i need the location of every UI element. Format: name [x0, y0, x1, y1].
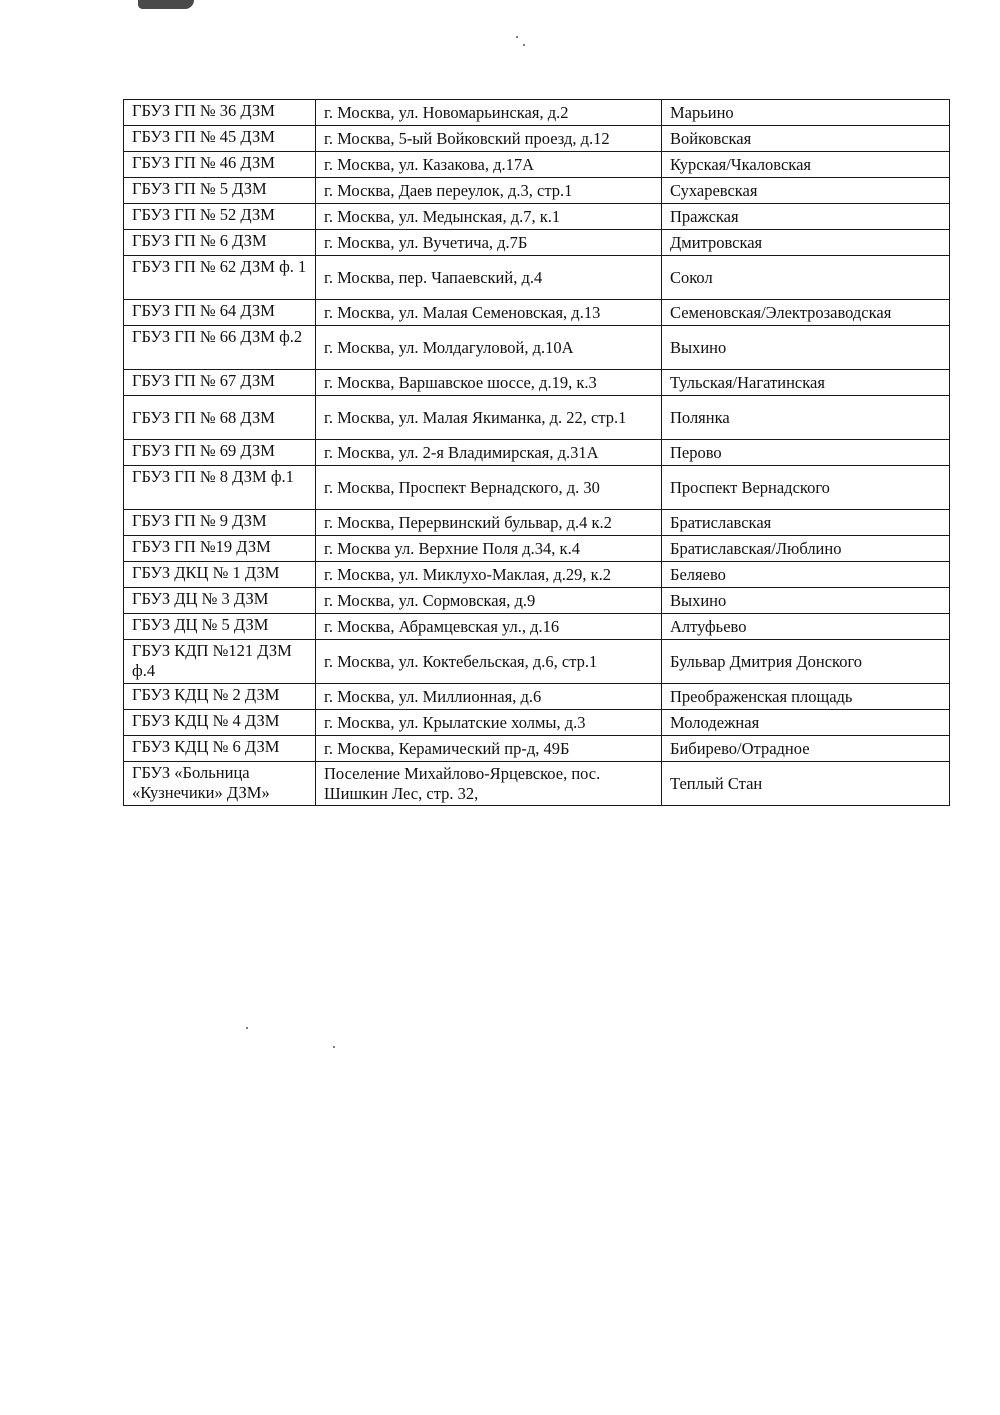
facility-name: ГБУЗ ГП № 46 ДЗМ: [124, 152, 316, 178]
table-row: [124, 762, 950, 806]
scan-artifact: [138, 0, 194, 9]
table-row: [124, 536, 950, 562]
table-row: [124, 588, 950, 614]
facility-name: ГБУЗ ДЦ № 3 ДЗМ: [124, 588, 316, 614]
facilities-table-body: [124, 100, 950, 806]
facility-address: г. Москва, ул. Малая Семеновская, д.13: [316, 300, 662, 326]
facility-address: г. Москва, ул. Миллионная, д.6: [316, 684, 662, 710]
facility-name: ГБУЗ ГП № 5 ДЗМ: [124, 178, 316, 204]
table-row: [124, 230, 950, 256]
facility-address: г. Москва, ул. Миклухо-Маклая, д.29, к.2: [316, 562, 662, 588]
metro-station: Братиславская/Люблино: [662, 536, 950, 562]
scan-speck: [516, 36, 518, 38]
facility-address: г. Москва, пер. Чапаевский, д.4: [316, 256, 662, 300]
facility-address: г. Москва, ул. Крылатские холмы, д.3: [316, 710, 662, 736]
facility-address: г. Москва, Перервинский бульвар, д.4 к.2: [316, 510, 662, 536]
facility-address: г. Москва, Даев переулок, д.3, стр.1: [316, 178, 662, 204]
facility-name: ГБУЗ ГП №19 ДЗМ: [124, 536, 316, 562]
facility-address: г. Москва, ул. Новомарьинская, д.2: [316, 100, 662, 126]
metro-station: Братиславская: [662, 510, 950, 536]
metro-station: Теплый Стан: [662, 762, 950, 806]
table-row: [124, 640, 950, 684]
facility-name: ГБУЗ ГП № 6 ДЗМ: [124, 230, 316, 256]
metro-station: Полянка: [662, 396, 950, 440]
table-row: [124, 152, 950, 178]
metro-station: Семеновская/Электрозаводская: [662, 300, 950, 326]
metro-station: Бибирево/Отрадное: [662, 736, 950, 762]
table-row: [124, 562, 950, 588]
facility-name: ГБУЗ ГП № 67 ДЗМ: [124, 370, 316, 396]
facility-name: ГБУЗ ГП № 52 ДЗМ: [124, 204, 316, 230]
table-row: [124, 300, 950, 326]
table-row: [124, 178, 950, 204]
facility-address: г. Москва ул. Верхние Поля д.34, к.4: [316, 536, 662, 562]
facility-address: г. Москва, ул. 2-я Владимирская, д.31А: [316, 440, 662, 466]
facility-name: ГБУЗ ГП № 62 ДЗМ ф. 1: [124, 256, 316, 300]
table-row: [124, 440, 950, 466]
facility-address: г. Москва, ул. Малая Якиманка, д. 22, стр.1: [316, 396, 662, 440]
metro-station: Марьино: [662, 100, 950, 126]
facility-name: ГБУЗ ДКЦ № 1 ДЗМ: [124, 562, 316, 588]
metro-station: Войковская: [662, 126, 950, 152]
facilities-table: [123, 99, 950, 806]
facility-address: Поселение Михайлово-Ярцевское, пос. Шишкин Лес, стр. 32,: [316, 762, 662, 806]
facility-address: г. Москва, ул. Сормовская, д.9: [316, 588, 662, 614]
metro-station: Молодежная: [662, 710, 950, 736]
metro-station: Проспект Вернадского: [662, 466, 950, 510]
scan-speck: [523, 44, 525, 46]
table-row: [124, 510, 950, 536]
table-row: [124, 126, 950, 152]
metro-station: Пражская: [662, 204, 950, 230]
facility-name: ГБУЗ ГП № 8 ДЗМ ф.1: [124, 466, 316, 510]
metro-station: Бульвар Дмитрия Донского: [662, 640, 950, 684]
scan-speck: [246, 1027, 248, 1029]
metro-station: Курская/Чкаловская: [662, 152, 950, 178]
table-row: [124, 466, 950, 510]
facility-name: ГБУЗ ГП № 36 ДЗМ: [124, 100, 316, 126]
facility-address: г. Москва, ул. Казакова, д.17А: [316, 152, 662, 178]
metro-station: Тульская/Нагатинская: [662, 370, 950, 396]
facility-name: ГБУЗ «Больница «Кузнечики» ДЗМ»: [124, 762, 316, 806]
metro-station: Алтуфьево: [662, 614, 950, 640]
facility-address: г. Москва, ул. Молдагуловой, д.10А: [316, 326, 662, 370]
table-row: [124, 326, 950, 370]
metro-station: Перово: [662, 440, 950, 466]
metro-station: Сухаревская: [662, 178, 950, 204]
facility-address: г. Москва, 5-ый Войковский проезд, д.12: [316, 126, 662, 152]
table-row: [124, 370, 950, 396]
facility-name: ГБУЗ ГП № 66 ДЗМ ф.2: [124, 326, 316, 370]
metro-station: Сокол: [662, 256, 950, 300]
metro-station: Выхино: [662, 588, 950, 614]
facility-name: ГБУЗ КДЦ № 6 ДЗМ: [124, 736, 316, 762]
facility-address: г. Москва, Варшавское шоссе, д.19, к.3: [316, 370, 662, 396]
facility-address: г. Москва, ул. Коктебельская, д.6, стр.1: [316, 640, 662, 684]
table-row: [124, 736, 950, 762]
metro-station: Дмитровская: [662, 230, 950, 256]
table-row: [124, 710, 950, 736]
table-row: [124, 100, 950, 126]
facility-address: г. Москва, ул. Медынская, д.7, к.1: [316, 204, 662, 230]
facility-name: ГБУЗ ГП № 69 ДЗМ: [124, 440, 316, 466]
facility-name: ГБУЗ ГП № 64 ДЗМ: [124, 300, 316, 326]
facility-name: ГБУЗ КДЦ № 4 ДЗМ: [124, 710, 316, 736]
facility-name: ГБУЗ ГП № 45 ДЗМ: [124, 126, 316, 152]
facility-address: г. Москва, Керамический пр-д, 49Б: [316, 736, 662, 762]
scan-speck: [333, 1046, 335, 1048]
table-row: [124, 684, 950, 710]
table-row: [124, 256, 950, 300]
facility-address: г. Москва, Абрамцевская ул., д.16: [316, 614, 662, 640]
facility-address: г. Москва, ул. Вучетича, д.7Б: [316, 230, 662, 256]
facility-name: ГБУЗ ДЦ № 5 ДЗМ: [124, 614, 316, 640]
facility-name: ГБУЗ КДП №121 ДЗМ ф.4: [124, 640, 316, 684]
table-row: [124, 614, 950, 640]
metro-station: Выхино: [662, 326, 950, 370]
table-row: [124, 396, 950, 440]
metro-station: Беляево: [662, 562, 950, 588]
facility-name: ГБУЗ ГП № 9 ДЗМ: [124, 510, 316, 536]
table-row: [124, 204, 950, 230]
facility-name: ГБУЗ КДЦ № 2 ДЗМ: [124, 684, 316, 710]
facility-name: ГБУЗ ГП № 68 ДЗМ: [124, 396, 316, 440]
metro-station: Преображенская площадь: [662, 684, 950, 710]
facility-address: г. Москва, Проспект Вернадского, д. 30: [316, 466, 662, 510]
